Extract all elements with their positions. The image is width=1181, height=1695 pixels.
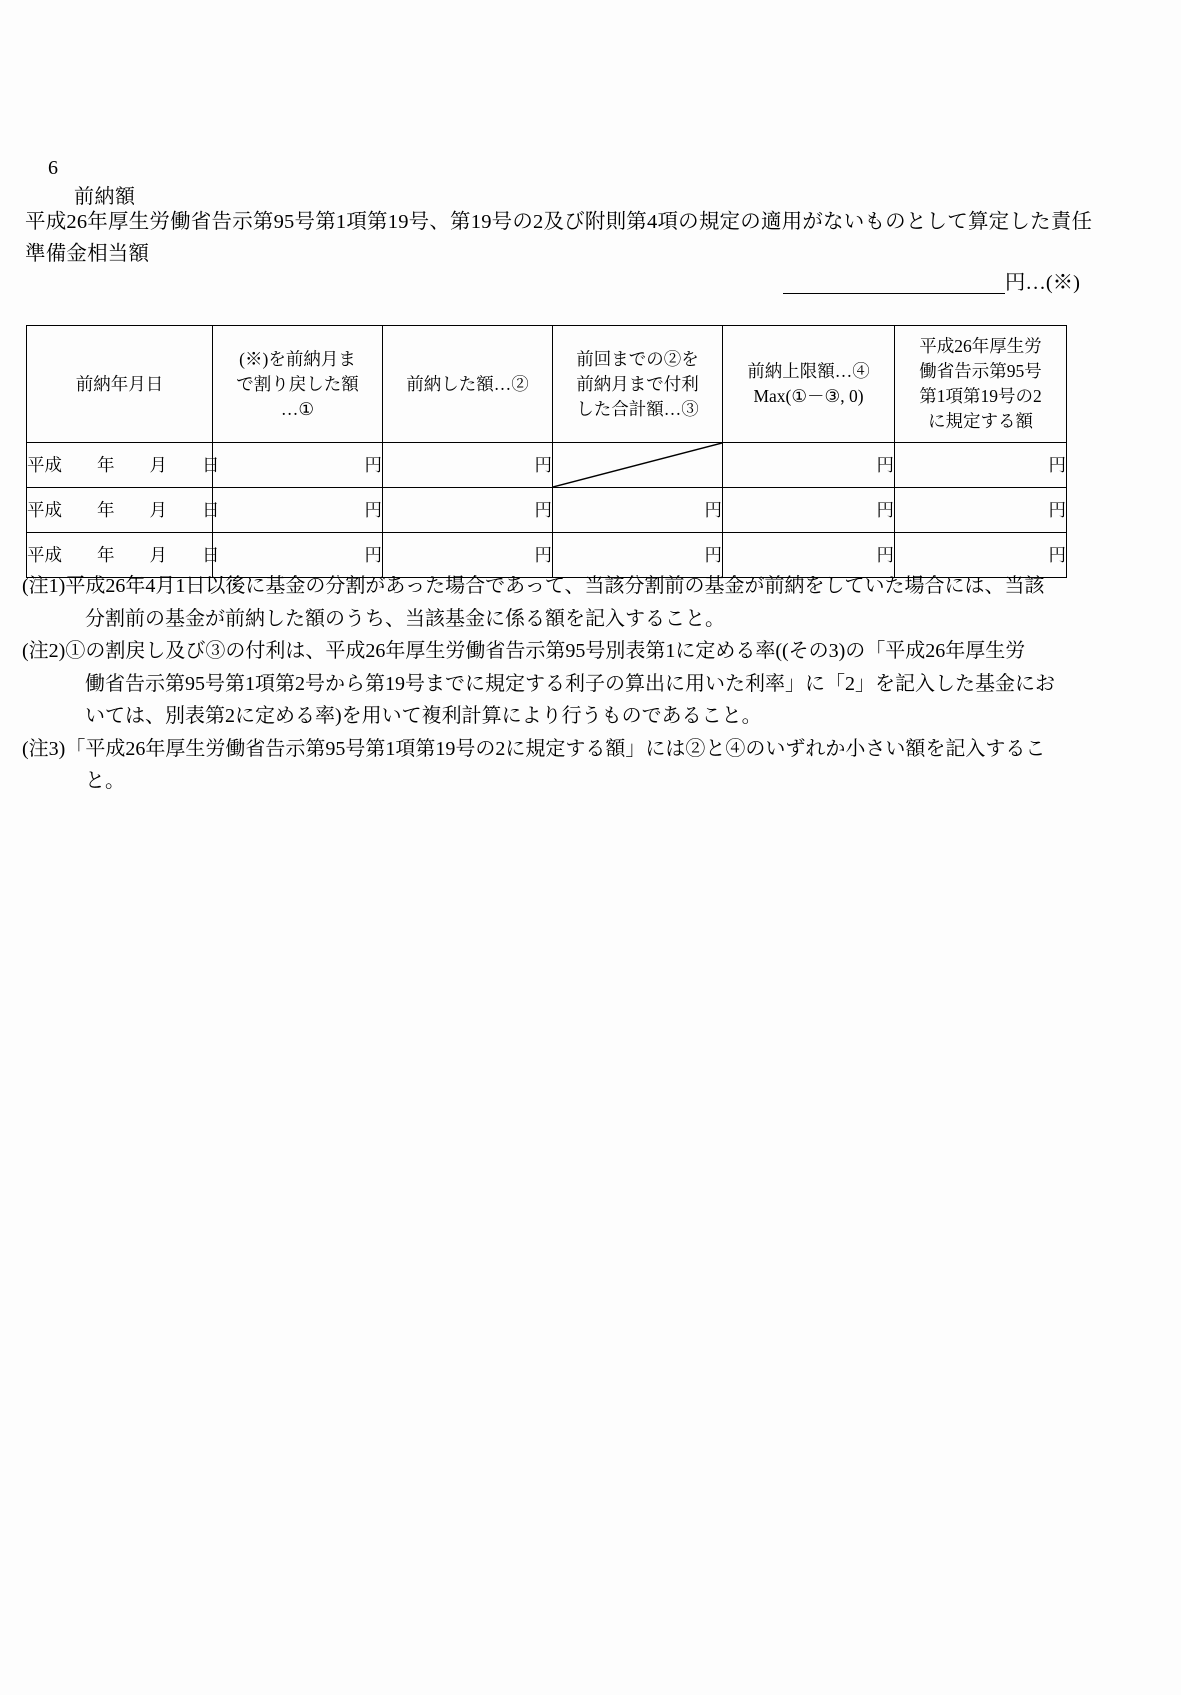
header-cell-accrued-total: [553, 326, 723, 443]
row-cell-prepayment-limit[interactable]: 円: [723, 488, 895, 533]
header-line: 前納上限額…④: [747, 361, 870, 381]
notes-section: [22, 570, 1082, 798]
row-cell-discounted-amount[interactable]: 円: [213, 488, 383, 533]
row-date-label[interactable]: 平成 年 月 日: [27, 443, 213, 488]
header-line: Max(①－③, 0): [753, 386, 864, 406]
intro-line-1: 平成26年厚生労働省告示第95号第1項第19号、第19号の2及び附則第4項の規定の適用がないものとして算定した責任: [25, 211, 1093, 233]
note-2: [22, 635, 1082, 733]
row-date-label[interactable]: 平成 年 月 日: [27, 488, 213, 533]
header-cell-discounted-amount: [213, 326, 383, 443]
row-cell-accrued-total-struck: [553, 443, 723, 488]
row-cell-prepayment-limit[interactable]: 円: [723, 533, 895, 578]
row-cell-prepaid-amount[interactable]: 円: [383, 488, 553, 533]
note-line: 働省告示第95号第1項第2号から第19号までに規定する利子の算出に用いた利率」に「2」を記入した基金にお: [85, 672, 1055, 695]
header-line: で割り戻した額: [236, 373, 359, 394]
note-line: (注2)①の割戻し及び③の付利は、平成26年厚生労働省告示第95号別表第1に定める率((その3)の「平成26年厚生労: [22, 640, 1026, 662]
row-cell-prepaid-amount[interactable]: 円: [383, 443, 553, 488]
header-line: 働省告示第95号: [919, 361, 1042, 381]
note-3: [22, 733, 1082, 798]
header-cell-statutory-amount: [895, 326, 1067, 443]
table-header-row: [27, 326, 1067, 443]
row-cell-discounted-amount[interactable]: 円: [213, 533, 383, 578]
row-cell-discounted-amount[interactable]: 円: [213, 443, 383, 488]
section-number: 6: [48, 157, 59, 179]
amount-blank-field[interactable]: [783, 268, 1005, 294]
table-row: [27, 443, 1067, 488]
note-line: と。: [85, 770, 125, 792]
header-line: 前納月まで付利: [576, 373, 699, 394]
row-date-label[interactable]: 平成 年 月 日: [27, 533, 213, 578]
header-line: 前回までの②を: [576, 348, 699, 369]
row-cell-accrued-total[interactable]: 円: [553, 533, 723, 578]
responsibility-reserve-amount-line: [620, 268, 1080, 294]
note-line: (注1)平成26年4月1日以後に基金の分割があった場合であって、当該分割前の基金が前納をしていた場合には、当該: [22, 575, 1045, 597]
intro-paragraph: [25, 206, 1093, 270]
note-line: 分割前の基金が前納した額のうち、当該基金に係る額を記入すること。: [85, 607, 725, 630]
table-row: [27, 488, 1067, 533]
row-cell-prepaid-amount[interactable]: 円: [383, 533, 553, 578]
header-line: 平成26年厚生労: [919, 336, 1042, 356]
header-line: 第1項第19号の2: [919, 386, 1042, 406]
header-line: 前納した額…②: [406, 373, 529, 394]
note-1: [22, 570, 1082, 635]
header-cell-prepayment-limit: [723, 326, 895, 443]
row-cell-statutory-amount[interactable]: 円: [895, 488, 1067, 533]
note-line: (注3)「平成26年厚生労働省告示第95号第1項第19号の2に規定する額」には②と④のいずれか小さい額を記入するこ: [22, 737, 1046, 760]
header-cell-prepayment-date: [27, 326, 213, 443]
row-cell-statutory-amount[interactable]: 円: [895, 533, 1067, 578]
diagonal-strike-icon: [553, 443, 722, 487]
header-line: 前納年月日: [75, 373, 164, 394]
header-line: に規定する額: [928, 411, 1033, 431]
header-cell-prepaid-amount: [383, 326, 553, 443]
section-title: 前納額: [74, 186, 136, 208]
row-cell-accrued-total[interactable]: 円: [553, 488, 723, 533]
prepayment-table: [26, 325, 1067, 578]
row-cell-statutory-amount[interactable]: 円: [895, 443, 1067, 488]
header-line: …①: [280, 398, 315, 419]
intro-line-2: 準備金相当額: [25, 243, 150, 265]
amount-suffix-label: 円…(※): [1004, 272, 1080, 294]
header-line: した合計額…③: [576, 398, 699, 419]
note-line: いては、別表第2に定める率)を用いて複利計算により行うものであること。: [85, 705, 762, 727]
header-line: (※)を前納月ま: [239, 348, 356, 369]
row-cell-prepayment-limit[interactable]: 円: [723, 443, 895, 488]
